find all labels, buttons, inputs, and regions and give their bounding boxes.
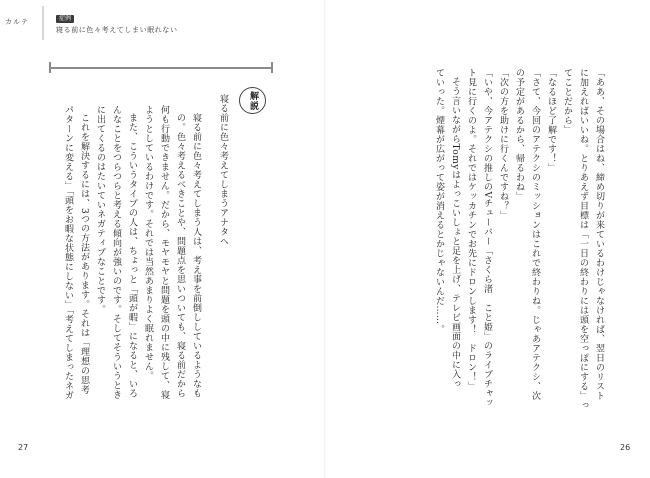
left-line: パターンに変える」「頭をお暇な状態にしない」「考えてしまったネガ	[63, 105, 73, 400]
left-line: また、こういうタイプの人は、ちょっと「頭が暇」になると、いろ	[127, 113, 137, 398]
case-title: 寝る前に色々考えてしまい眠れない	[56, 26, 178, 34]
left-line: に出てくるのはたいていネガティブなことです。	[95, 105, 105, 314]
explanation-frame-top	[49, 67, 273, 69]
left-line: んなことをつらつらと考える傾向が強いのです。そしてそういうとき	[111, 105, 121, 400]
right-line: 「さて、今回のアテクシのミッションはこれで終わりね。じゃあアテクシ、次	[530, 68, 540, 401]
right-line: 「ああ、その場合はね、締め切りが来ているわけじゃなければ、翌日のリスト	[594, 68, 604, 401]
right-line: に加えればいいね。とりあえず目標は「一日の終わりには頭を空っぽにする」っ	[578, 68, 588, 410]
explanation-frame-right	[271, 62, 273, 73]
right-line: 「いや、今アテクシの推しのVチューバー「さくら渚 こと姫」のライブチャッ	[482, 68, 492, 408]
page-number-left: 27	[18, 443, 29, 452]
explanation-frame-left	[49, 62, 51, 73]
left-line: 寝る前に色々考えてしまう人は、考え事を前倒ししているようなも	[191, 113, 201, 398]
right-line: 「なるほど了解です！」	[546, 68, 556, 173]
left-line: 何も行動できません。だから、モヤモヤと問題を頭の中に残して、寝	[159, 105, 169, 400]
header-label: カルテ	[5, 18, 29, 26]
page-number-right: 26	[620, 443, 631, 452]
explanation-lead: 寝る前に色々考えてしまうアナタへ	[218, 94, 228, 246]
right-line: 「次の方を助けに行くんですね？」	[498, 68, 508, 220]
left-line: の。色々考えるべきことや、問題点を思いついても、寝る前だから	[175, 113, 185, 398]
right-line: そう言いながらTomyはよっこいしょと足を上げ、テレビ画面の中に入っ	[450, 77, 460, 389]
right-line: の予定があるから、帰るわね」	[514, 68, 524, 201]
right-line: ていった。煙幕が広がって姿が消えるとかじゃないんだ……。	[434, 68, 444, 334]
left-line: ようとしているわけです。それでは当然あまりよく眠れません。	[143, 105, 153, 381]
explanation-badge: 解説	[248, 91, 258, 111]
right-line: てことだから」	[562, 68, 572, 135]
header-divider	[42, 6, 44, 40]
left-line: これを解決するには、3つの方法があります。それは「理想の思考	[79, 113, 89, 395]
page-gutter	[324, 0, 326, 478]
right-line: ト見に行くのよ。それではケッカチンでお先にドロンします！ ドロン！」	[466, 68, 476, 391]
case-badge: 症例	[56, 15, 74, 23]
